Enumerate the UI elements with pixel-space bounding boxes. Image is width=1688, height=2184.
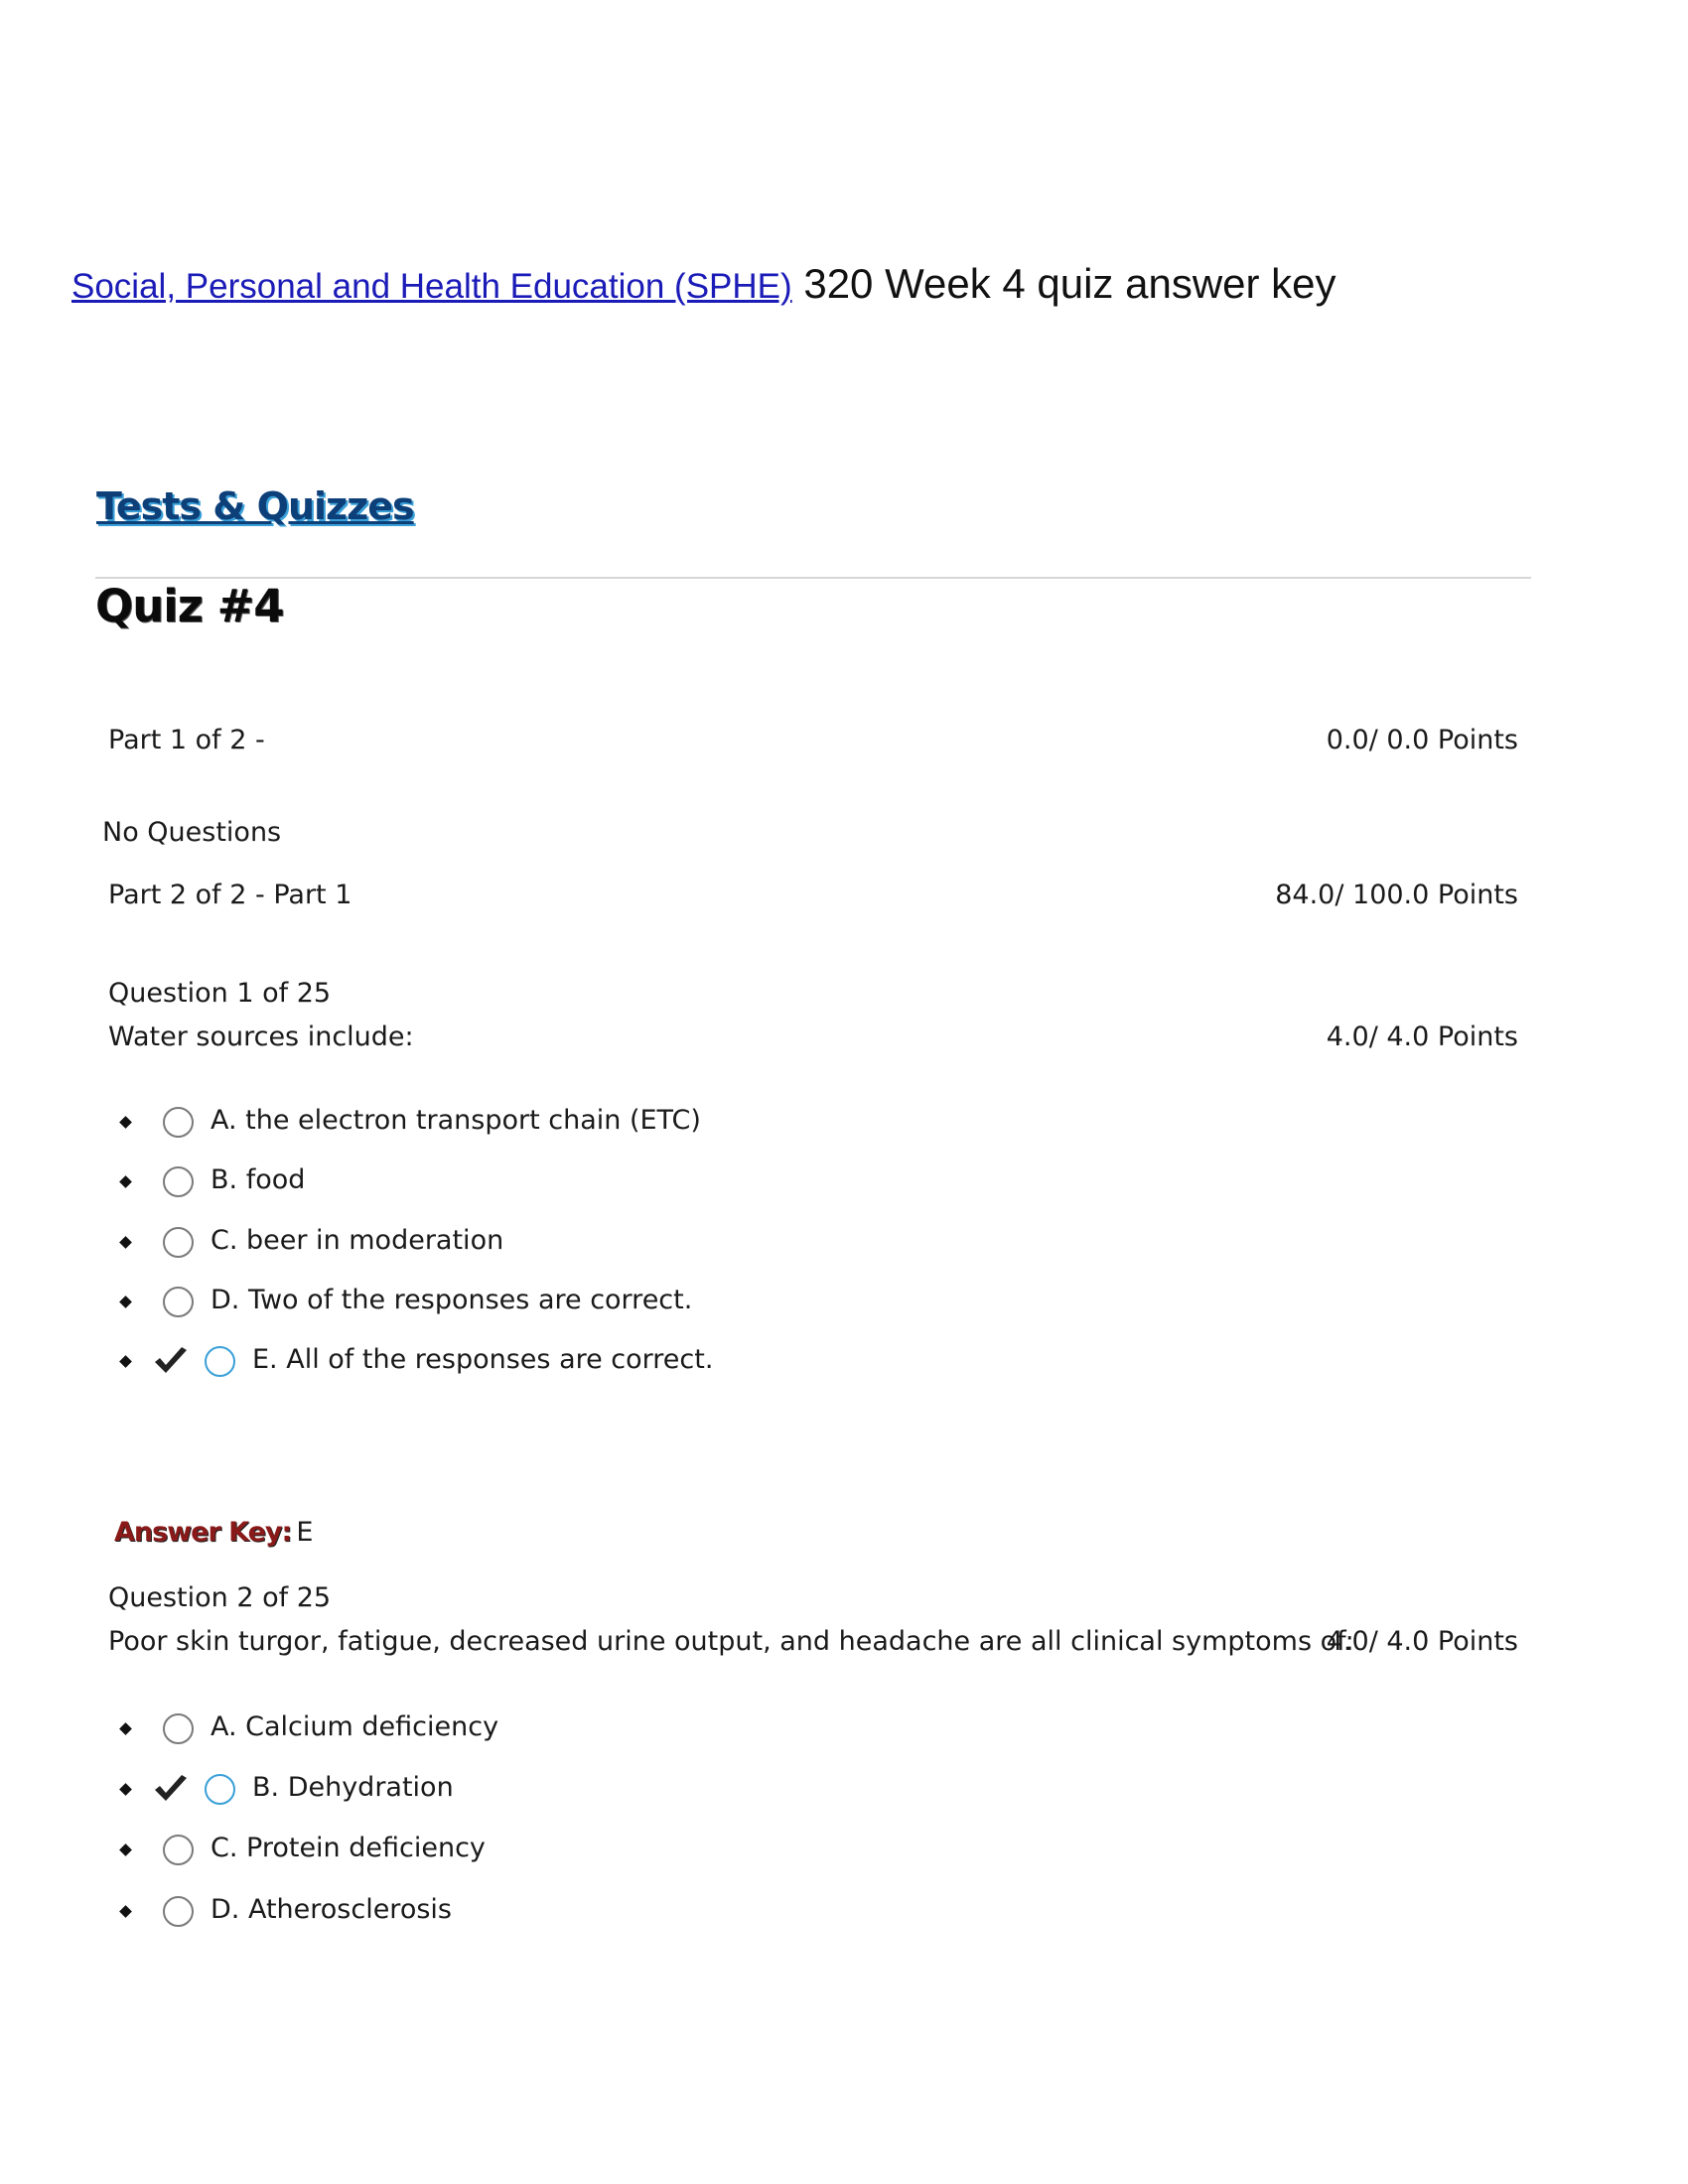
checkmark-icon bbox=[153, 1774, 189, 1804]
question-points: 4.0/ 4.0 Points bbox=[1326, 1626, 1518, 1657]
question-number: Question 1 of 25 bbox=[108, 978, 332, 1009]
question-points: 4.0/ 4.0 Points bbox=[1326, 1022, 1518, 1052]
tests-quizzes-link[interactable]: Tests & Quizzes bbox=[96, 484, 414, 528]
option-label: B. food bbox=[211, 1164, 306, 1195]
radio-button[interactable] bbox=[163, 1166, 194, 1197]
answer-key-value: E bbox=[296, 1517, 314, 1548]
option-label: C. Protein deficiency bbox=[211, 1833, 486, 1863]
bullet-icon bbox=[119, 1355, 132, 1368]
question-number: Question 2 of 25 bbox=[108, 1582, 332, 1613]
bullet-icon bbox=[119, 1783, 132, 1796]
question-text: Poor skin turgor, fatigue, decreased urine output, and headache are all clinical symptoms of: bbox=[108, 1626, 1354, 1657]
radio-button[interactable] bbox=[163, 1227, 194, 1258]
bullet-icon bbox=[119, 1116, 132, 1129]
option-label: C. beer in moderation bbox=[211, 1225, 504, 1256]
option-label: B. Dehydration bbox=[252, 1772, 454, 1803]
option-b[interactable] bbox=[0, 1161, 1688, 1201]
option-e[interactable] bbox=[0, 1341, 1688, 1381]
option-a[interactable] bbox=[0, 1102, 1688, 1142]
answer-key-label: Answer Key: bbox=[114, 1517, 292, 1548]
bullet-icon bbox=[119, 1905, 132, 1918]
option-label: D. Two of the responses are correct. bbox=[211, 1285, 693, 1315]
option-label: D. Atherosclerosis bbox=[211, 1894, 452, 1925]
part-1-note: No Questions bbox=[102, 817, 282, 848]
radio-button[interactable] bbox=[163, 1896, 194, 1927]
document-title-text: 320 Week 4 quiz answer key bbox=[803, 260, 1336, 307]
option-label: A. Calcium deficiency bbox=[211, 1711, 499, 1742]
option-c[interactable] bbox=[0, 1830, 1688, 1869]
question-text: Water sources include: bbox=[108, 1022, 414, 1052]
checkmark-icon bbox=[153, 1346, 189, 1376]
bullet-icon bbox=[119, 1296, 132, 1308]
option-c[interactable] bbox=[0, 1222, 1688, 1262]
option-a[interactable] bbox=[0, 1708, 1688, 1748]
bullet-icon bbox=[119, 1236, 132, 1249]
radio-button-correct[interactable] bbox=[205, 1774, 235, 1805]
bullet-icon bbox=[119, 1722, 132, 1735]
radio-button[interactable] bbox=[163, 1713, 194, 1744]
part-1-points: 0.0/ 0.0 Points bbox=[1326, 725, 1518, 755]
part-2-points: 84.0/ 100.0 Points bbox=[1275, 880, 1518, 910]
radio-button[interactable] bbox=[163, 1835, 194, 1865]
part-2-label: Part 2 of 2 - Part 1 bbox=[108, 880, 352, 910]
option-b[interactable] bbox=[0, 1769, 1688, 1809]
radio-button-correct[interactable] bbox=[205, 1346, 235, 1377]
answer-key bbox=[114, 1517, 313, 1548]
divider bbox=[95, 577, 1531, 579]
course-link[interactable]: Social, Personal and Health Education (SPHE) bbox=[71, 267, 792, 306]
document-title bbox=[71, 260, 1336, 308]
bullet-icon bbox=[119, 1175, 132, 1188]
radio-button[interactable] bbox=[163, 1107, 194, 1138]
option-label: A. the electron transport chain (ETC) bbox=[211, 1105, 701, 1136]
option-d[interactable] bbox=[0, 1891, 1688, 1931]
radio-button[interactable] bbox=[163, 1287, 194, 1317]
quiz-title: Quiz #4 bbox=[95, 580, 284, 632]
option-label: E. All of the responses are correct. bbox=[252, 1344, 714, 1375]
option-d[interactable] bbox=[0, 1282, 1688, 1321]
part-1-label: Part 1 of 2 - bbox=[108, 725, 265, 755]
bullet-icon bbox=[119, 1843, 132, 1856]
